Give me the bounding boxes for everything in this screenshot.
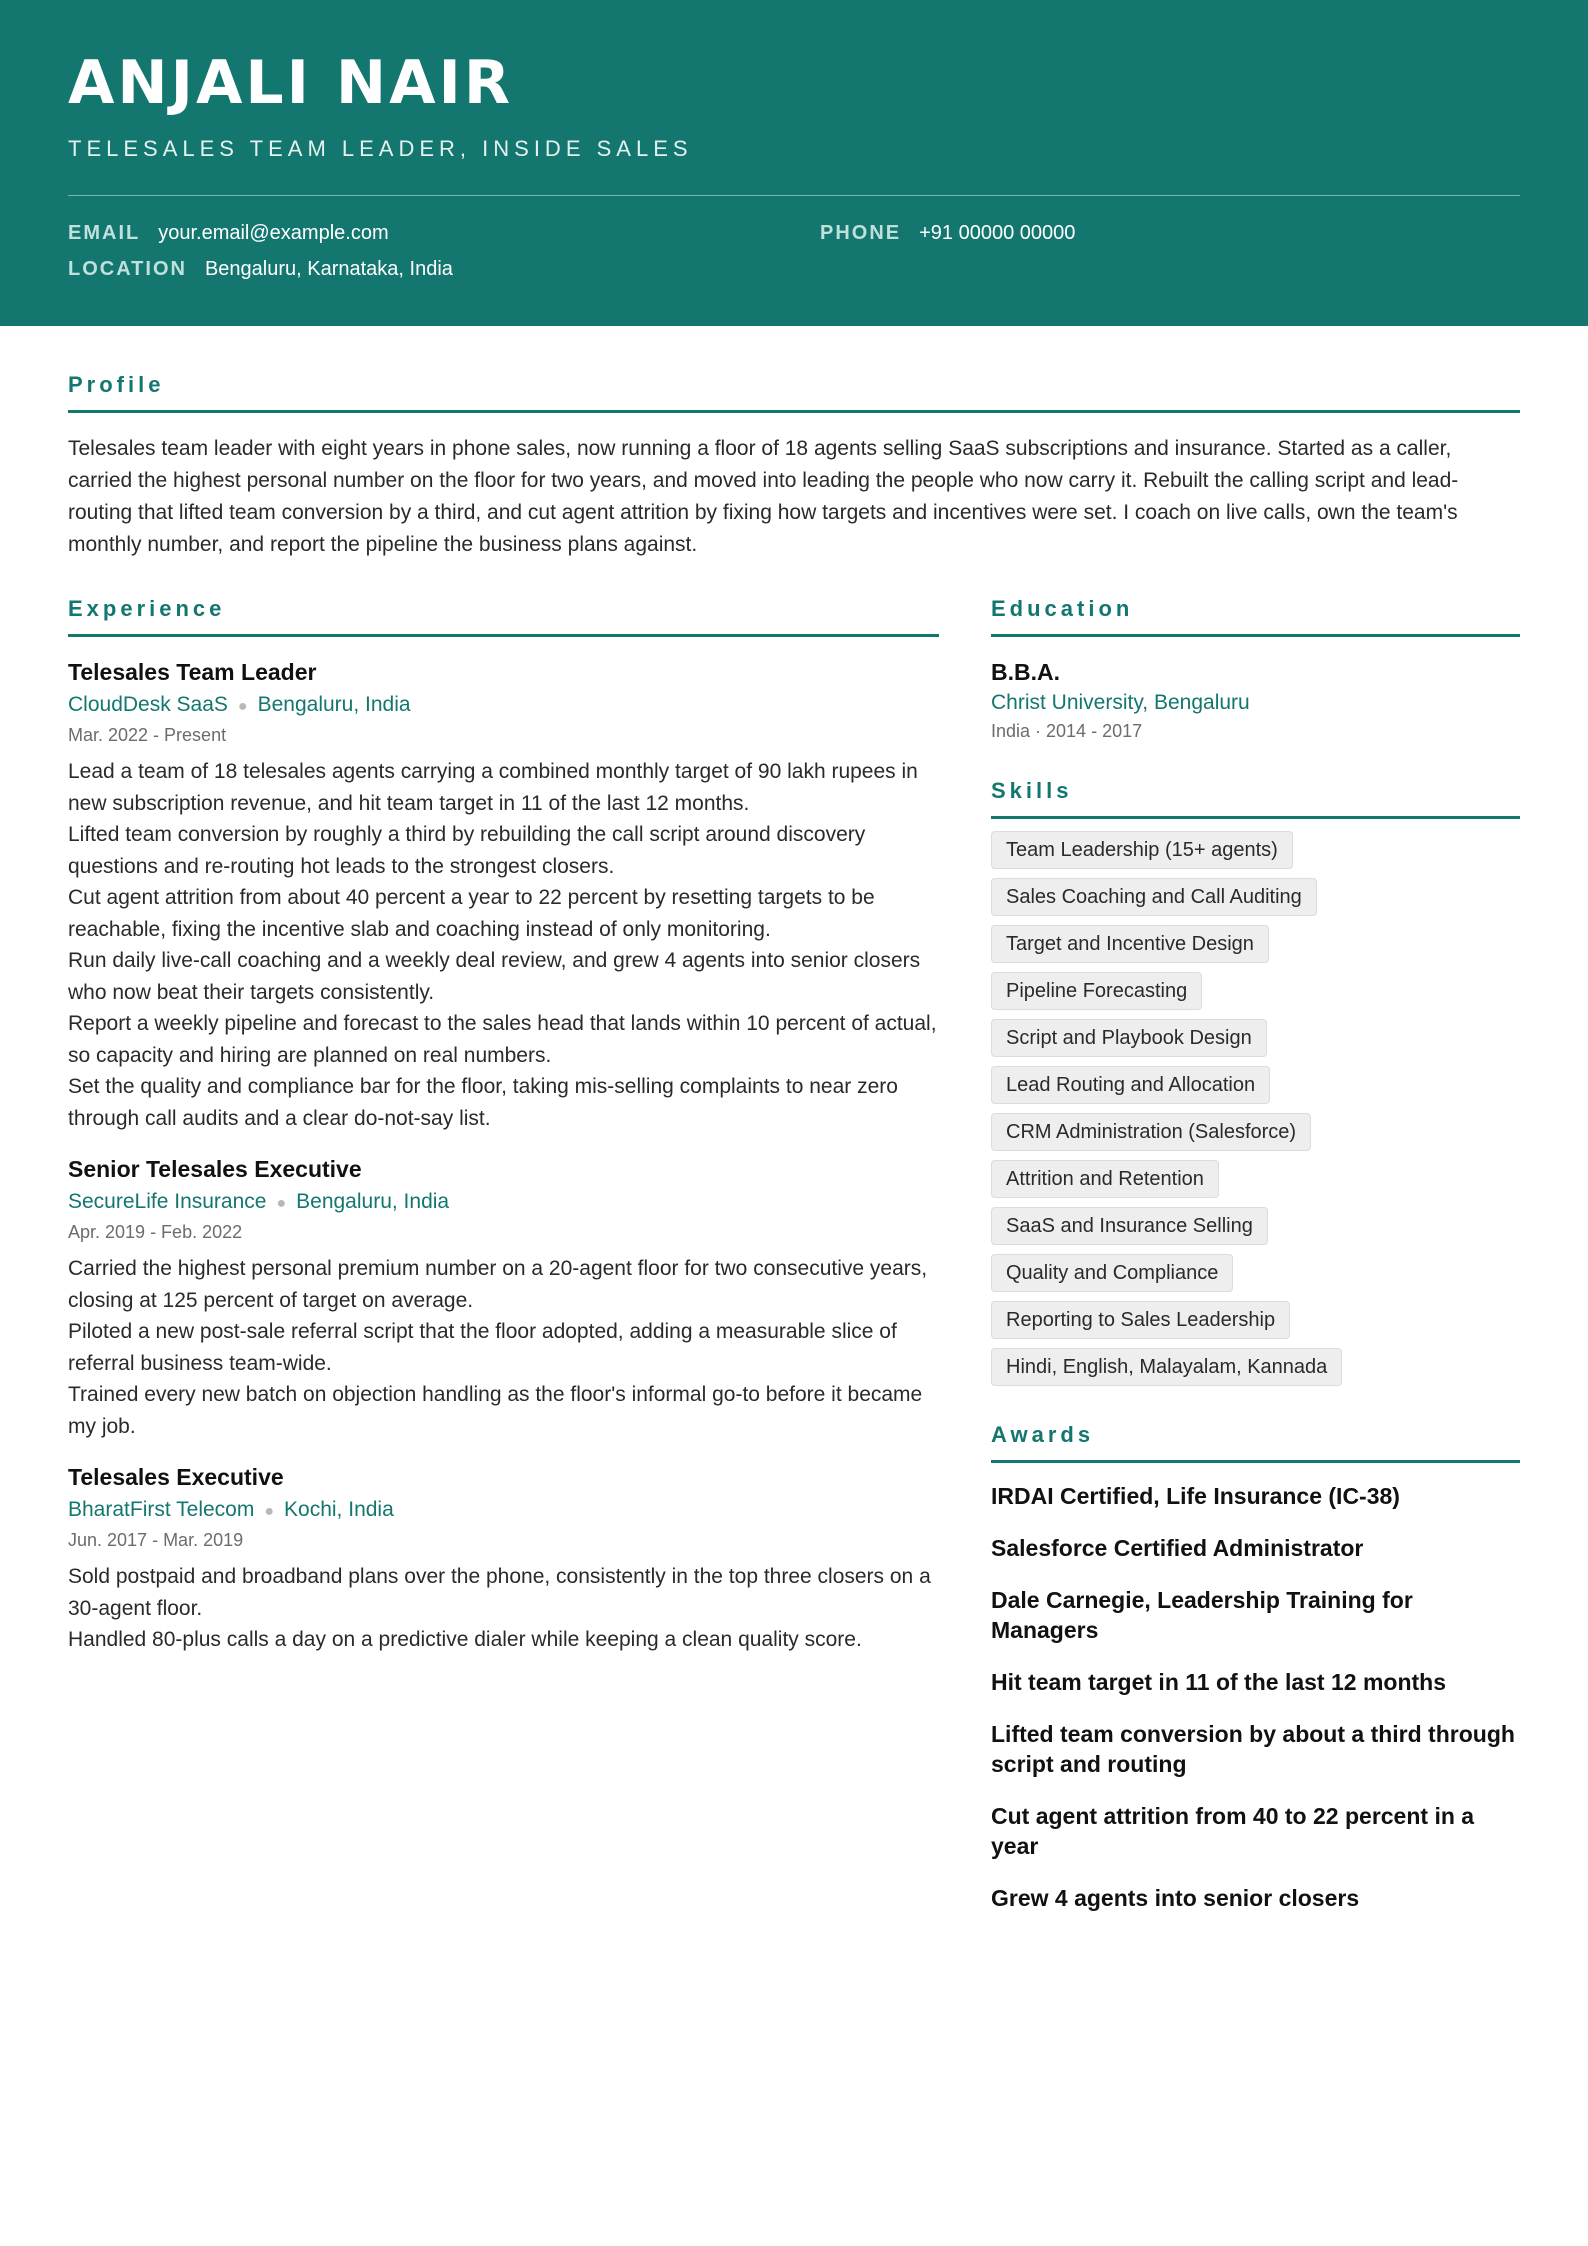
job-bullet: Set the quality and compliance bar for the floor, taking mis-selling complaints to near zero through call audits and a clear do-not-say list.	[68, 1075, 898, 1130]
profile-section	[68, 372, 1520, 561]
education-meta: India · 2014 - 2017	[991, 721, 1143, 741]
sidebar-column	[991, 596, 1520, 1913]
award-item: Grew 4 agents into senior closers	[991, 1885, 1360, 1911]
skill-chip: Team Leadership (15+ agents)	[991, 831, 1293, 869]
skill-chip: Reporting to Sales Leadership	[991, 1301, 1290, 1339]
experience-section	[68, 596, 939, 1656]
job-location: Bengaluru, India	[257, 693, 411, 716]
candidate-title: TELESALES TEAM LEADER, INSIDE SALES	[68, 136, 693, 161]
job-entry	[68, 1462, 939, 1656]
job-bullet: Carried the highest personal premium number on a 20-agent floor for two consecutive years, closing at 125 percent of target on average.	[68, 1257, 928, 1312]
awards-heading: Awards	[991, 1422, 1520, 1463]
job-bullets	[68, 756, 939, 1134]
job-bullet: Run daily live-call coaching and a weekly deal review, and grew 4 agents into senior closers who now beat their targets consistently.	[68, 949, 921, 1004]
job-location: Bengaluru, India	[296, 1190, 450, 1213]
experience-heading: Experience	[68, 596, 939, 637]
job-location: Kochi, India	[284, 1498, 394, 1521]
contact-phone	[820, 222, 1075, 245]
resume-header	[0, 0, 1588, 326]
education-degree: B.B.A.	[991, 659, 1060, 685]
job-entry	[68, 657, 939, 1134]
education-section	[991, 596, 1520, 742]
skill-chip: Attrition and Retention	[991, 1160, 1219, 1198]
job-company: SecureLife Insurance	[68, 1190, 267, 1213]
job-entry	[68, 1154, 939, 1442]
contact-email	[68, 222, 389, 245]
award-item: Cut agent attrition from 40 to 22 percent in a year	[991, 1803, 1475, 1859]
job-dates: Jun. 2017 - Mar. 2019	[68, 1530, 244, 1550]
contact-info	[68, 222, 1520, 292]
job-bullet: Lead a team of 18 telesales agents carrying a combined monthly target of 90 lakh rupees in new subscription revenue, and hit team target in 11 of the last 12 months.	[68, 760, 918, 815]
separator-dot-icon: ●	[276, 1195, 287, 1212]
education-entry	[991, 657, 1520, 742]
skill-chip: Pipeline Forecasting	[991, 972, 1202, 1010]
job-bullet: Piloted a new post-sale referral script that the floor adopted, adding a measurable slice of referral business team-wide.	[68, 1320, 897, 1375]
candidate-name: ANJALI NAIR	[68, 48, 514, 118]
location-value: Bengaluru, Karnataka, India	[204, 258, 453, 280]
email-value[interactable]: your.email@example.com	[158, 222, 389, 244]
phone-label: PHONE	[820, 222, 902, 244]
award-item: IRDAI Certified, Life Insurance (IC-38)	[991, 1483, 1400, 1509]
skill-chip: CRM Administration (Salesforce)	[991, 1113, 1311, 1151]
job-meta	[68, 691, 939, 721]
award-item: Salesforce Certified Administrator	[991, 1535, 1364, 1561]
job-bullet: Sold postpaid and broadband plans over the phone, consistently in the top three closers on a 30-agent floor.	[68, 1565, 931, 1620]
job-meta	[68, 1496, 939, 1526]
award-item: Hit team target in 11 of the last 12 months	[991, 1669, 1446, 1695]
header-divider	[68, 195, 1520, 196]
job-title: Telesales Team Leader	[68, 659, 317, 685]
location-label: LOCATION	[68, 258, 187, 280]
skill-chip: Hindi, English, Malayalam, Kannada	[991, 1348, 1342, 1386]
job-meta	[68, 1188, 939, 1218]
job-bullet: Report a weekly pipeline and forecast to the sales head that lands within 10 percent of actual, so capacity and hiring are planned on real numbers.	[68, 1012, 937, 1067]
profile-heading: Profile	[68, 372, 1520, 413]
skill-chip: Script and Playbook Design	[991, 1019, 1267, 1057]
job-bullet: Trained every new batch on objection handling as the floor's informal go-to before it became my job.	[68, 1383, 923, 1438]
awards-list	[991, 1481, 1520, 1913]
skill-chip: SaaS and Insurance Selling	[991, 1207, 1268, 1245]
award-item: Dale Carnegie, Leadership Training for Managers	[991, 1587, 1413, 1643]
skill-chip: Sales Coaching and Call Auditing	[991, 878, 1317, 916]
skill-chip: Target and Incentive Design	[991, 925, 1269, 963]
job-bullets	[68, 1253, 939, 1442]
skills-heading: Skills	[991, 778, 1520, 819]
email-label: EMAIL	[68, 222, 141, 244]
job-dates: Mar. 2022 - Present	[68, 725, 227, 745]
resume-body	[0, 326, 1588, 2246]
job-bullet: Cut agent attrition from about 40 percent a year to 22 percent by resetting targets to be reachable, fixing the incentive slab and coaching instead of only monitoring.	[68, 886, 875, 941]
contact-location	[68, 258, 453, 281]
job-dates: Apr. 2019 - Feb. 2022	[68, 1222, 243, 1242]
separator-dot-icon: ●	[237, 698, 248, 715]
job-bullets	[68, 1561, 939, 1656]
profile-text: Telesales team leader with eight years in phone sales, now running a floor of 18 agents selling SaaS subscriptions and insurance. Started as a caller, carried the highest personal number on the floor for two years, and moved into leading the people who now carry it. Rebuilt the calling script and lead-routing that lifted team conversion by a third, and cut agent attrition by fixing how targets and incentives were set. I coach on live calls, own the team's monthly number, and report the pipeline the business plans against.	[68, 437, 1459, 556]
awards-section	[991, 1422, 1520, 1913]
skills-section	[991, 778, 1520, 1386]
job-company: BharatFirst Telecom	[68, 1498, 255, 1521]
skills-list	[991, 831, 1520, 1386]
skill-chip: Quality and Compliance	[991, 1254, 1233, 1292]
job-bullet: Lifted team conversion by roughly a third by rebuilding the call script around discovery questions and re-routing hot leads to the strongest closers.	[68, 823, 866, 878]
award-item: Lifted team conversion by about a third through script and routing	[991, 1721, 1515, 1777]
education-heading: Education	[991, 596, 1520, 637]
job-bullet: Handled 80-plus calls a day on a predictive dialer while keeping a clean quality score.	[68, 1628, 862, 1651]
separator-dot-icon: ●	[264, 1503, 275, 1520]
skill-chip: Lead Routing and Allocation	[991, 1066, 1270, 1104]
job-title: Senior Telesales Executive	[68, 1156, 362, 1182]
phone-value[interactable]: +91 00000 00000	[919, 222, 1076, 244]
job-company: CloudDesk SaaS	[68, 693, 228, 716]
job-title: Telesales Executive	[68, 1464, 284, 1490]
education-school: Christ University, Bengaluru	[991, 691, 1250, 714]
